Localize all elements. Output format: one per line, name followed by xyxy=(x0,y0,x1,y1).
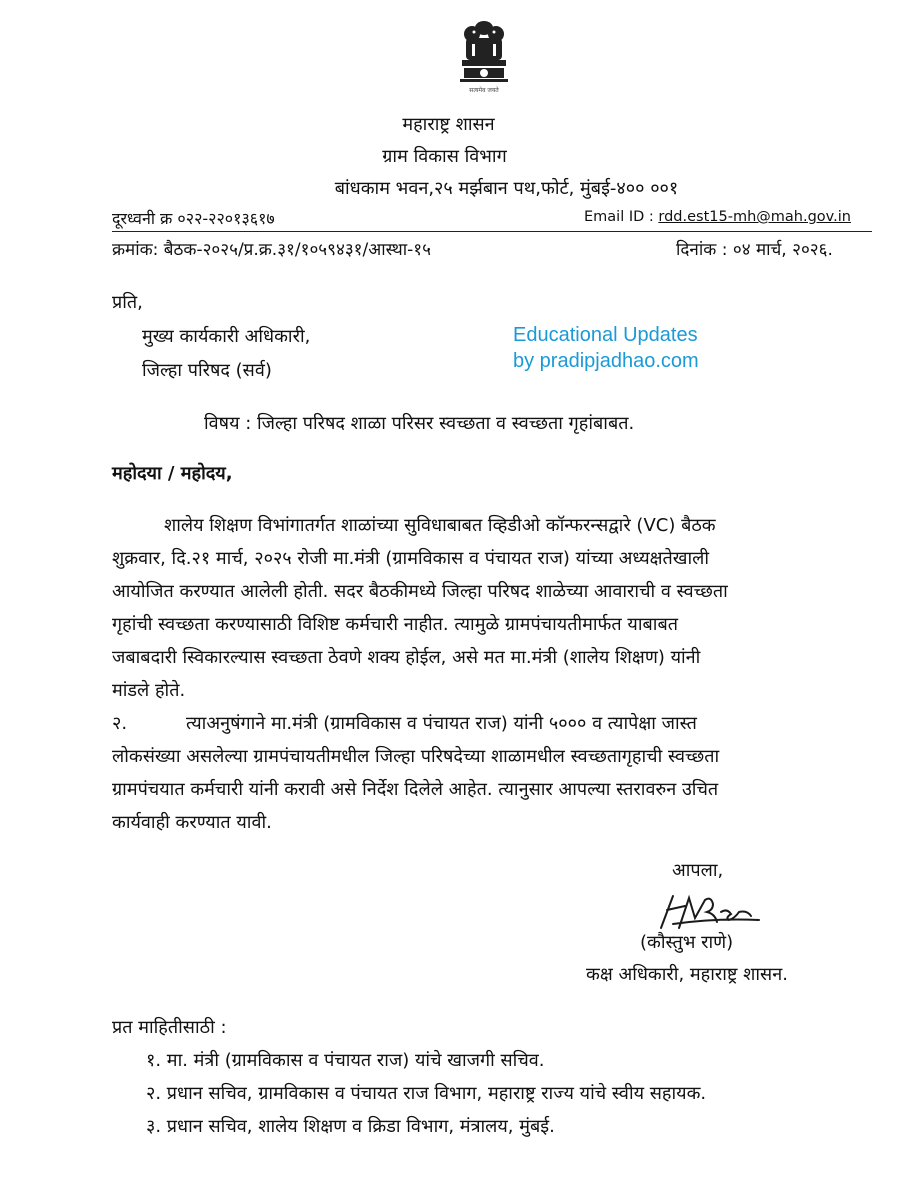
para1-line-5: जबाबदारी स्विकारल्यास स्वच्छता ठेवणे शक्य होईल, असे मत मा.मंत्री (शालेय शिक्षण) यांनी xyxy=(112,647,701,668)
emblem-motto: सत्यमेव जयते xyxy=(469,87,499,94)
copy-to-item: ३. प्रधान सचिव, शालेय शिक्षण व क्रिडा विभाग, मंत्रालय, मुंबई. xyxy=(146,1116,555,1137)
para1-line-4: गृहांची स्वच्छता करण्यासाठी विशिष्ट कर्मचारी नाहीत. त्यामुळे ग्रामपंचायतीमार्फत याबाबत xyxy=(112,614,678,635)
para2-line-2: लोकसंख्या असलेल्या ग्रामपंचायतीमधील जिल्हा परिषदेच्या शाळामधील स्वच्छतागृहाची स्वच्छता xyxy=(112,746,720,767)
para2-line-4: कार्यवाही करण्यात यावी. xyxy=(112,812,272,833)
copy-to-item: १. मा. मंत्री (ग्रामविकास व पंचायत राज) यांचे खाजगी सचिव. xyxy=(146,1050,545,1071)
state-emblem-icon xyxy=(452,18,516,96)
watermark-text xyxy=(513,322,699,374)
para2-line-3: ग्रामपंचयात कर्मचारी यांनी करावी असे निर्देश दिलेले आहेत. त्यानुसार आपल्या स्तरावरुन उचित xyxy=(112,779,719,800)
watermark-line-1: Educational Updates xyxy=(513,324,698,346)
para1-line-6: मांडले होते. xyxy=(112,680,186,701)
para2-number: २. xyxy=(112,713,128,734)
office-address: बांधकाम भवन,२५ मर्झबान पथ,फोर्ट, मुंबई-४०० ००१ xyxy=(334,178,679,199)
signatory-name: (कौस्तुभ राणे) xyxy=(640,932,734,953)
salutation: महोदया / महोदय, xyxy=(112,463,233,484)
copy-to-item: २. प्रधान सचिव, ग्रामविकास व पंचायत राज विभाग, महाराष्ट्र राज्य यांचे स्वीय सहायक. xyxy=(146,1083,707,1104)
email-address[interactable]: rdd.est15-mh@mah.gov.in xyxy=(658,209,851,225)
phone-number: दूरध्वनी क्र ०२२-२२०१३६१७ xyxy=(112,209,275,228)
department-name: ग्राम विकास विभाग xyxy=(382,146,507,167)
reference-number: क्रमांक: बैठक-२०२५/प्र.क्र.३१/१०५९४३१/आस्था-१५ xyxy=(112,240,431,260)
letter-date: दिनांक : ०४ मार्च, २०२६. xyxy=(676,240,833,260)
closing-text: आपला, xyxy=(672,860,724,881)
subject-line: विषय : जिल्हा परिषद शाळा परिसर स्वच्छता व स्वच्छता गृहांबाबत. xyxy=(204,413,635,434)
para2-line-1: त्याअनुषंगाने मा.मंत्री (ग्रामविकास व पंचायत राज) यांनी ५००० व त्यापेक्षा जास्त xyxy=(186,713,697,734)
email-line xyxy=(584,209,851,225)
copy-to-title: प्रत माहितीसाठी : xyxy=(112,1017,227,1038)
email-label: Email ID : xyxy=(584,209,659,225)
handwritten-signature xyxy=(655,888,765,936)
recipient-line-2: जिल्हा परिषद (सर्व) xyxy=(142,360,272,381)
recipient-line-1: मुख्य कार्यकारी अधिकारी, xyxy=(142,326,311,347)
para1-line-2: शुक्रवार, दि.२१ मार्च, २०२५ रोजी मा.मंत्री (ग्रामविकास व पंचायत राज) यांच्या अध्यक्षतेखाली xyxy=(112,548,710,569)
watermark-line-2: by pradipjadhao.com xyxy=(513,350,699,372)
recipient-to: प्रति, xyxy=(112,292,143,313)
para1-line-3: आयोजित करण्यात आलेली होती. सदर बैठकीमध्ये जिल्हा परिषद शाळेच्या आवाराची व स्वच्छता xyxy=(112,581,728,602)
para1-line-1: शालेय शिक्षण विभांगातर्गत शाळांच्या सुविधाबाबत व्हिडीओ कॉन्फरन्सद्वारे (VC) बैठक xyxy=(164,515,716,536)
signatory-designation: कक्ष अधिकारी, महाराष्ट्र शासन. xyxy=(586,964,788,985)
header-divider xyxy=(112,231,872,232)
government-name: महाराष्ट्र शासन xyxy=(402,114,495,135)
